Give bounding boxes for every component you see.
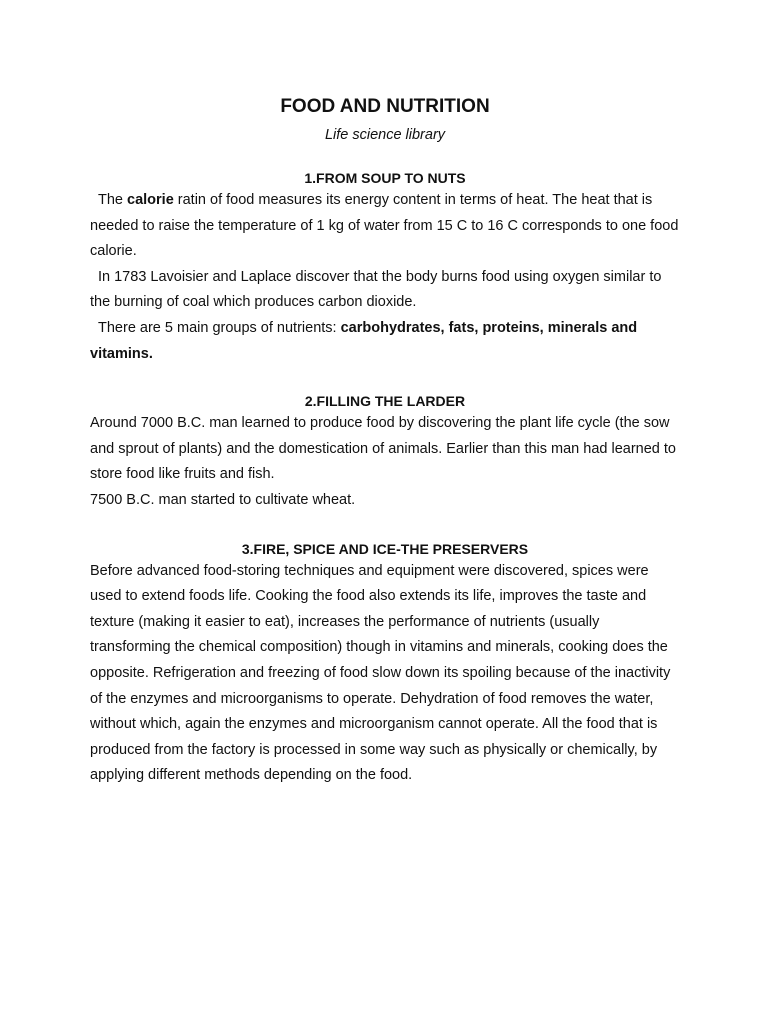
section-soup-to-nuts <box>90 168 680 367</box>
document-title: FOOD AND NUTRITION <box>280 96 490 117</box>
paragraph-food-production: Around 7000 B.C. man learned to produce food by discovering the plant life cycle (the sow and sprout of plants) and the domestication of animals. Earlier than this man had learned to store food like fruits and fish. <box>90 415 676 483</box>
bold-term: carbohydrates, fats, proteins, minerals and vitamins. <box>90 319 638 362</box>
paragraph-lavoisier: In 1783 Lavoisier and Laplace discover that the body burns food using oxygen similar to the burning of coal which produces carbon dioxide. <box>90 268 662 311</box>
bold-term: calorie <box>127 192 174 208</box>
paragraph-wheat: 7500 B.C. man started to cultivate wheat. <box>90 491 356 508</box>
section-heading: 3.FIRE, SPICE AND ICE-THE PRESERVERS <box>241 540 529 557</box>
text-run: ratin of food measures its energy content in terms of heat. The heat that is needed to raise the temperature of 1 kg of water from 15 C to 16 C corresponds to one food calorie. <box>90 192 679 260</box>
section-filling-the-larder <box>90 391 680 513</box>
document-subtitle: Life science library <box>324 127 446 143</box>
paragraph-nutrient-groups <box>90 316 680 367</box>
paragraph-preservation: Before advanced food-storing techniques and equipment were discovered, spices were used to extend foods life. Cooking the food also extends its life, improves the taste and texture (making it easier to eat), increases the performance of nutrients (usually transforming the chemical composition) though in vitamins and minerals, cooking does the opposite. Refrigeration and freezing of food slow down its spoiling because of the inactivity of the enzymes and microorganisms to operate. Dehydration of food removes the water, without which, again the enzymes and microorganism cannot operate. All the food that is produced from the factory is processed in some way such as physically or chemically, by applying different methods depending on the food. <box>90 562 671 784</box>
section-preservers <box>90 539 680 789</box>
text-run: The <box>98 192 128 208</box>
section-heading: 1.FROM SOUP TO NUTS <box>304 170 466 186</box>
text-run: There are 5 main groups of nutrients: <box>98 319 341 336</box>
paragraph-calorie <box>90 188 680 265</box>
document-page <box>90 94 680 789</box>
section-heading: 2.FILLING THE LARDER <box>304 393 466 410</box>
